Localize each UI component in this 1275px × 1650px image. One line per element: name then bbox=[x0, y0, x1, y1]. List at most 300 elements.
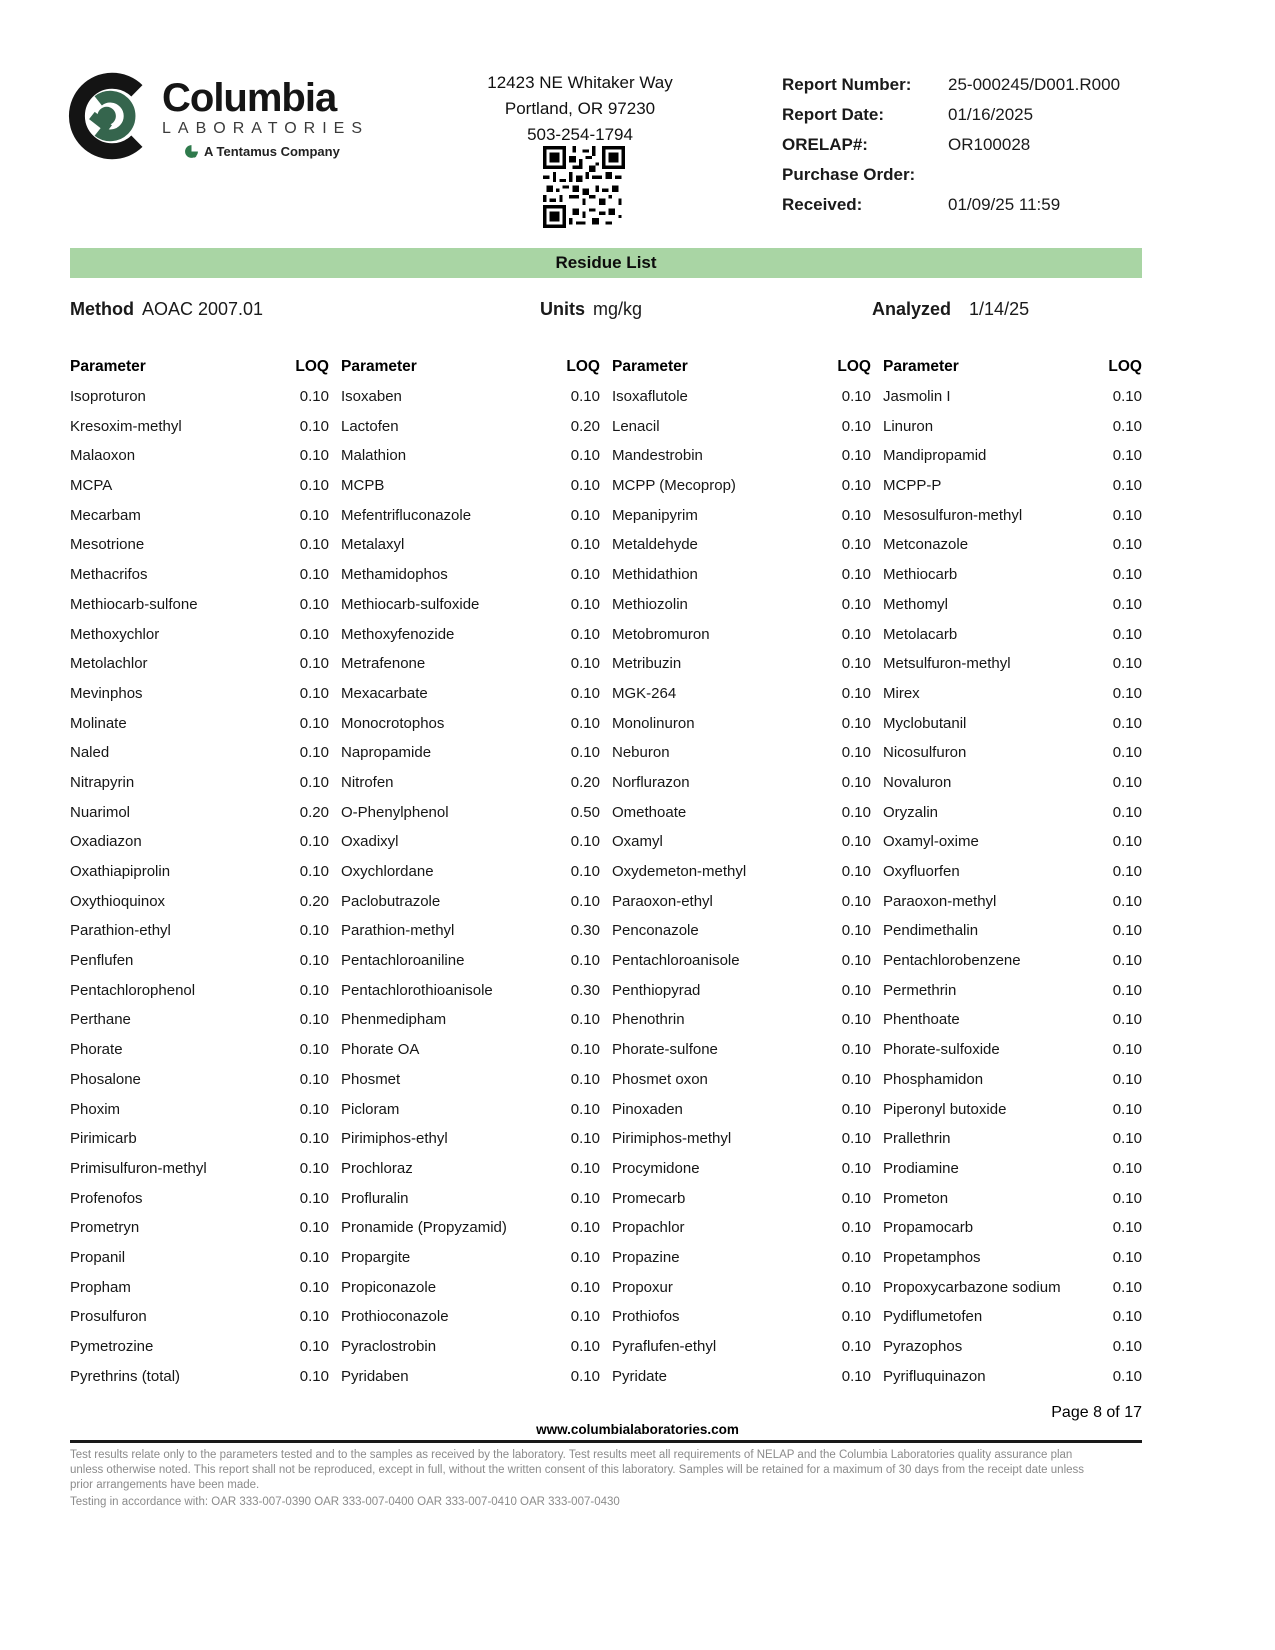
parameter-cell: Penflufen bbox=[70, 952, 134, 970]
loq-cell: 0.10 bbox=[1112, 981, 1142, 999]
parameter-cell: Phosalone bbox=[70, 1070, 141, 1088]
parameter-cell: Pentachlorothioanisole bbox=[341, 981, 493, 999]
analyzed-field bbox=[872, 299, 1029, 320]
loq-cell: 0.20 bbox=[299, 803, 329, 821]
loq-cell: 0.10 bbox=[1112, 417, 1142, 435]
loq-cell: 0.10 bbox=[570, 595, 600, 613]
parameter-cell: Pyraclostrobin bbox=[341, 1338, 437, 1356]
loq-cell: 0.10 bbox=[1112, 1278, 1142, 1296]
loq-cell: 0.10 bbox=[1112, 1041, 1142, 1059]
parameter-cell: Nicosulfuron bbox=[883, 744, 967, 762]
parameter-cell: Metobromuron bbox=[612, 625, 710, 643]
parameter-cell: Pyrifluquinazon bbox=[883, 1367, 986, 1385]
loq-cell: 0.10 bbox=[570, 1338, 600, 1356]
loq-cell: 0.10 bbox=[299, 1338, 329, 1356]
parameter-cell: Metaldehyde bbox=[612, 536, 698, 554]
columbia-logo-icon bbox=[68, 72, 152, 160]
parameter-cell: Propanil bbox=[70, 1248, 126, 1266]
parameter-cell: Kresoxim-methyl bbox=[70, 417, 182, 435]
parameter-cell: Paclobutrazole bbox=[341, 892, 441, 910]
loq-cell: 0.10 bbox=[570, 536, 600, 554]
loq-cell: 0.10 bbox=[1112, 1248, 1142, 1266]
parameter-cell: Phoxim bbox=[70, 1100, 121, 1118]
loq-header: LOQ bbox=[566, 357, 600, 375]
loq-cell: 0.10 bbox=[299, 566, 329, 584]
loq-cell: 0.10 bbox=[841, 1248, 871, 1266]
loq-cell: 0.10 bbox=[570, 655, 600, 673]
loq-cell: 0.10 bbox=[1112, 833, 1142, 851]
tagline-text: A Tentamus Company bbox=[204, 144, 340, 159]
parameter-cell: Norflurazon bbox=[612, 773, 690, 791]
parameter-cell: Pymetrozine bbox=[70, 1338, 154, 1356]
loq-cell: 0.10 bbox=[841, 536, 871, 554]
parameter-cell: Pirimiphos-methyl bbox=[612, 1130, 732, 1148]
loq-cell: 0.10 bbox=[841, 566, 871, 584]
parameter-cell: Malathion bbox=[341, 447, 407, 465]
loq-cell: 0.10 bbox=[570, 744, 600, 762]
loq-cell: 0.10 bbox=[1112, 744, 1142, 762]
parameter-cell: MCPP-P bbox=[883, 477, 942, 495]
loq-header: LOQ bbox=[295, 357, 329, 375]
parameter-cell: Metalaxyl bbox=[341, 536, 405, 554]
parameter-cell: Phosmet oxon bbox=[612, 1070, 708, 1088]
loq-cell: 0.10 bbox=[570, 892, 600, 910]
loq-cell: 0.10 bbox=[841, 655, 871, 673]
loq-cell: 0.30 bbox=[570, 922, 600, 940]
loq-cell: 0.10 bbox=[841, 1130, 871, 1148]
method-value: AOAC 2007.01 bbox=[141, 299, 264, 319]
parameter-cell: Phosphamidon bbox=[883, 1070, 984, 1088]
report-date-value: 01/16/2025 bbox=[948, 105, 1034, 124]
loq-cell: 0.10 bbox=[841, 833, 871, 851]
loq-cell: 0.10 bbox=[570, 1278, 600, 1296]
parameter-cell: Pinoxaden bbox=[612, 1100, 683, 1118]
loq-cell: 0.10 bbox=[570, 1308, 600, 1326]
parameter-cell: Mandestrobin bbox=[612, 447, 703, 465]
parameter-cell: Metolacarb bbox=[883, 625, 958, 643]
loq-cell: 0.10 bbox=[841, 1308, 871, 1326]
parameter-cell: Phorate-sulfoxide bbox=[883, 1041, 1000, 1059]
loq-header: LOQ bbox=[1108, 357, 1142, 375]
loq-cell: 0.10 bbox=[1112, 1130, 1142, 1148]
loq-cell: 0.10 bbox=[841, 922, 871, 940]
parameter-header: Parameter bbox=[341, 357, 417, 375]
parameter-cell: Pentachlorophenol bbox=[70, 981, 196, 999]
parameter-cell: Phenothrin bbox=[612, 1011, 685, 1029]
loq-cell: 0.10 bbox=[1112, 388, 1142, 406]
parameter-cell: Propargite bbox=[341, 1248, 411, 1266]
parameter-cell: Methoxyfenozide bbox=[341, 625, 455, 643]
parameter-cell: Mefentrifluconazole bbox=[341, 506, 472, 524]
parameter-cell: Oxamyl-oxime bbox=[883, 833, 979, 851]
parameter-cell: Mecarbam bbox=[70, 506, 141, 524]
loq-cell: 0.10 bbox=[1112, 477, 1142, 495]
loq-cell: 0.10 bbox=[299, 1100, 329, 1118]
parameter-cell: Naled bbox=[70, 744, 110, 762]
parameter-cell: Phosmet bbox=[341, 1070, 401, 1088]
parameter-cell: Propoxur bbox=[612, 1278, 673, 1296]
parameter-cell: Oxamyl bbox=[612, 833, 663, 851]
parameter-cell: Jasmolin I bbox=[883, 388, 951, 406]
parameter-cell: Methacrifos bbox=[70, 566, 148, 584]
loq-cell: 0.10 bbox=[299, 625, 329, 643]
parameter-cell: Pyridaben bbox=[341, 1367, 409, 1385]
loq-cell: 0.30 bbox=[570, 981, 600, 999]
parameter-cell: Neburon bbox=[612, 744, 670, 762]
loq-cell: 0.10 bbox=[299, 536, 329, 554]
parameter-cell: Phorate-sulfone bbox=[612, 1041, 718, 1059]
parameter-cell: Omethoate bbox=[612, 803, 687, 821]
parameter-cell: Propoxycarbazone sodium bbox=[883, 1278, 1061, 1296]
parameter-cell: Methiocarb-sulfoxide bbox=[341, 595, 480, 613]
parameter-cell: Propazine bbox=[612, 1248, 680, 1266]
parameter-cell: Metconazole bbox=[883, 536, 969, 554]
parameter-cell: Oxyfluorfen bbox=[883, 863, 960, 881]
received-value: 01/09/25 11:59 bbox=[948, 195, 1061, 214]
parameter-cell: Procymidone bbox=[612, 1159, 700, 1177]
parameter-cell: Monocrotophos bbox=[341, 714, 445, 732]
parameter-cell: Prometon bbox=[883, 1189, 949, 1207]
loq-header: LOQ bbox=[837, 357, 871, 375]
method-label: Method bbox=[70, 299, 134, 319]
parameter-cell: Pentachlorobenzene bbox=[883, 952, 1021, 970]
parameter-cell: Pentachloroaniline bbox=[341, 952, 465, 970]
parameter-cell: Myclobutanil bbox=[883, 714, 967, 732]
units-value: mg/kg bbox=[593, 299, 643, 319]
loq-cell: 0.10 bbox=[570, 388, 600, 406]
loq-cell: 0.10 bbox=[299, 1367, 329, 1385]
parameter-cell: Methiocarb-sulfone bbox=[70, 595, 198, 613]
loq-cell: 0.10 bbox=[570, 1219, 600, 1237]
loq-cell: 0.10 bbox=[570, 1100, 600, 1118]
residue-table bbox=[70, 352, 1142, 1391]
loq-cell: 0.10 bbox=[841, 892, 871, 910]
loq-cell: 0.10 bbox=[841, 1159, 871, 1177]
parameter-cell: Pronamide (Propyzamid) bbox=[341, 1219, 507, 1237]
loq-cell: 0.10 bbox=[841, 388, 871, 406]
loq-cell: 0.10 bbox=[299, 417, 329, 435]
parameter-cell: Pendimethalin bbox=[883, 922, 979, 940]
loq-cell: 0.10 bbox=[841, 1041, 871, 1059]
loq-cell: 0.10 bbox=[570, 863, 600, 881]
loq-cell: 0.10 bbox=[1112, 1011, 1142, 1029]
loq-cell: 0.10 bbox=[841, 1278, 871, 1296]
parameter-cell: Monolinuron bbox=[612, 714, 695, 732]
company-logo bbox=[68, 72, 369, 160]
loq-cell: 0.10 bbox=[299, 1041, 329, 1059]
loq-cell: 0.10 bbox=[841, 1189, 871, 1207]
loq-cell: 0.10 bbox=[1112, 714, 1142, 732]
loq-cell: 0.10 bbox=[570, 1248, 600, 1266]
parameter-cell: Mepanipyrim bbox=[612, 506, 698, 524]
disclaimer-line: prior arrangements have been made. bbox=[70, 1478, 260, 1491]
parameter-cell: Primisulfuron-methyl bbox=[70, 1159, 207, 1177]
loq-cell: 0.10 bbox=[570, 833, 600, 851]
website-link: www.columbialaboratories.com bbox=[536, 1422, 739, 1437]
loq-cell: 0.10 bbox=[299, 1130, 329, 1148]
loq-cell: 0.10 bbox=[299, 595, 329, 613]
parameter-cell: Parathion-ethyl bbox=[70, 922, 171, 940]
parameter-cell: Prosulfuron bbox=[70, 1308, 147, 1326]
parameter-cell: Isoxaben bbox=[341, 388, 402, 406]
report-info-row bbox=[782, 190, 1172, 220]
loq-cell: 0.10 bbox=[1112, 566, 1142, 584]
address-line-1: 12423 NE Whitaker Way bbox=[487, 73, 673, 92]
parameter-cell: Methidathion bbox=[612, 566, 698, 584]
loq-cell: 0.10 bbox=[299, 655, 329, 673]
loq-cell: 0.20 bbox=[299, 892, 329, 910]
parameter-cell: Prallethrin bbox=[883, 1130, 951, 1148]
parameter-cell: Paraoxon-ethyl bbox=[612, 892, 713, 910]
parameter-cell: MCPB bbox=[341, 477, 385, 495]
loq-cell: 0.10 bbox=[1112, 595, 1142, 613]
loq-cell: 0.10 bbox=[1112, 952, 1142, 970]
footer-divider bbox=[70, 1440, 1142, 1443]
parameter-cell: Methoxychlor bbox=[70, 625, 160, 643]
parameter-cell: Penthiopyrad bbox=[612, 981, 701, 999]
parameter-cell: Propham bbox=[70, 1278, 131, 1296]
parameter-cell: Paraoxon-methyl bbox=[883, 892, 997, 910]
loq-cell: 0.10 bbox=[841, 1011, 871, 1029]
loq-cell: 0.10 bbox=[1112, 1100, 1142, 1118]
parameter-cell: O-Phenylphenol bbox=[341, 803, 449, 821]
loq-cell: 0.10 bbox=[841, 477, 871, 495]
loq-cell: 0.10 bbox=[1112, 1367, 1142, 1385]
loq-cell: 0.10 bbox=[299, 1219, 329, 1237]
parameter-header: Parameter bbox=[70, 357, 146, 375]
loq-cell: 0.10 bbox=[570, 506, 600, 524]
parameter-header: Parameter bbox=[612, 357, 688, 375]
qr-code bbox=[543, 146, 625, 228]
loq-cell: 0.10 bbox=[299, 1011, 329, 1029]
loq-cell: 0.20 bbox=[570, 773, 600, 791]
loq-cell: 0.10 bbox=[299, 684, 329, 702]
logo-name: Columbia bbox=[162, 76, 337, 120]
units-label: Units bbox=[540, 299, 585, 319]
parameter-cell: Pirimiphos-ethyl bbox=[341, 1130, 448, 1148]
loq-cell: 0.10 bbox=[1112, 625, 1142, 643]
loq-cell: 0.50 bbox=[570, 803, 600, 821]
disclaimer-text bbox=[70, 1448, 1150, 1492]
loq-cell: 0.10 bbox=[570, 1130, 600, 1148]
loq-cell: 0.10 bbox=[1112, 506, 1142, 524]
parameter-cell: Mesotrione bbox=[70, 536, 145, 554]
parameter-cell: Oxathiapiprolin bbox=[70, 863, 171, 881]
parameter-cell: Lactofen bbox=[341, 417, 399, 435]
parameter-cell: Oxythioquinox bbox=[70, 892, 166, 910]
loq-cell: 0.10 bbox=[841, 981, 871, 999]
report-number-value: 25-000245/D001.R000 bbox=[948, 75, 1121, 94]
parameter-cell: Mexacarbate bbox=[341, 684, 428, 702]
report-info-row bbox=[782, 70, 1172, 100]
parameter-cell: Methomyl bbox=[883, 595, 949, 613]
loq-cell: 0.10 bbox=[841, 773, 871, 791]
loq-cell: 0.10 bbox=[841, 595, 871, 613]
method-field bbox=[70, 299, 263, 320]
parameter-cell: Permethrin bbox=[883, 981, 957, 999]
parameter-cell: Molinate bbox=[70, 714, 127, 732]
parameter-cell: Pydiflumetofen bbox=[883, 1308, 983, 1326]
parameter-cell: Mandipropamid bbox=[883, 447, 987, 465]
parameter-cell: Piperonyl butoxide bbox=[883, 1100, 1007, 1118]
parameter-cell: Propachlor bbox=[612, 1219, 685, 1237]
parameter-cell: Oxadiazon bbox=[70, 833, 142, 851]
loq-cell: 0.10 bbox=[299, 388, 329, 406]
loq-cell: 0.10 bbox=[570, 1189, 600, 1207]
loq-cell: 0.10 bbox=[299, 1070, 329, 1088]
loq-cell: 0.10 bbox=[299, 714, 329, 732]
loq-cell: 0.10 bbox=[1112, 1308, 1142, 1326]
parameter-cell: MCPA bbox=[70, 477, 113, 495]
parameter-cell: Oxadixyl bbox=[341, 833, 399, 851]
loq-cell: 0.10 bbox=[570, 1070, 600, 1088]
loq-cell: 0.10 bbox=[570, 684, 600, 702]
accordance-text: Testing in accordance with: OAR 333-007-0390 OAR 333-007-0400 OAR 333-007-0410 OAR 333-007-0430 bbox=[70, 1496, 620, 1508]
disclaimer-line: Test results relate only to the parameters tested and to the samples as received by the laboratory. Test results meet all requirements of NELAP and the Columbia Laboratories quality assurance plan bbox=[70, 1449, 1073, 1461]
parameter-cell: Phorate bbox=[70, 1041, 123, 1059]
orelap-label: ORELAP#: bbox=[782, 135, 868, 154]
parameter-cell: Metrafenone bbox=[341, 655, 426, 673]
loq-cell: 0.10 bbox=[1112, 892, 1142, 910]
loq-cell: 0.10 bbox=[841, 1100, 871, 1118]
loq-cell: 0.10 bbox=[1112, 1159, 1142, 1177]
parameter-cell: Mesosulfuron-methyl bbox=[883, 506, 1023, 524]
parameter-cell: Nitrapyrin bbox=[70, 773, 135, 791]
parameter-cell: Oxychlordane bbox=[341, 863, 434, 881]
parameter-cell: Profluralin bbox=[341, 1189, 409, 1207]
parameter-cell: Picloram bbox=[341, 1100, 400, 1118]
parameter-cell: Metolachlor bbox=[70, 655, 148, 673]
loq-cell: 0.10 bbox=[841, 417, 871, 435]
report-info-row bbox=[782, 130, 1172, 160]
loq-cell: 0.20 bbox=[570, 417, 600, 435]
section-title: Residue List bbox=[555, 253, 657, 272]
loq-cell: 0.10 bbox=[1112, 773, 1142, 791]
loq-cell: 0.10 bbox=[1112, 922, 1142, 940]
residue-banner bbox=[70, 248, 1142, 278]
loq-cell: 0.10 bbox=[1112, 803, 1142, 821]
loq-cell: 0.10 bbox=[841, 1338, 871, 1356]
units-field bbox=[540, 299, 642, 320]
address-line-2: Portland, OR 97230 bbox=[504, 99, 656, 118]
parameter-cell: Perthane bbox=[70, 1011, 131, 1029]
parameter-cell: Nitrofen bbox=[341, 773, 394, 791]
parameter-cell: Linuron bbox=[883, 417, 934, 435]
loq-cell: 0.10 bbox=[1112, 1338, 1142, 1356]
address-line-3: 503-254-1794 bbox=[527, 125, 633, 144]
parameter-cell: Prochloraz bbox=[341, 1159, 413, 1177]
parameter-cell: Methamidophos bbox=[341, 566, 448, 584]
analyzed-value: 1/14/25 bbox=[969, 299, 1030, 319]
loq-cell: 0.10 bbox=[299, 981, 329, 999]
loq-cell: 0.10 bbox=[841, 714, 871, 732]
loq-cell: 0.10 bbox=[570, 952, 600, 970]
report-info-row bbox=[782, 100, 1172, 130]
loq-cell: 0.10 bbox=[299, 477, 329, 495]
report-info-row bbox=[782, 160, 1172, 190]
loq-cell: 0.10 bbox=[299, 744, 329, 762]
loq-cell: 0.10 bbox=[841, 625, 871, 643]
parameter-cell: Pyridate bbox=[612, 1367, 668, 1385]
loq-cell: 0.10 bbox=[841, 1367, 871, 1385]
loq-cell: 0.10 bbox=[299, 506, 329, 524]
report-date-label: Report Date: bbox=[782, 105, 885, 124]
loq-cell: 0.10 bbox=[299, 833, 329, 851]
loq-cell: 0.10 bbox=[299, 1248, 329, 1266]
parameter-cell: Prodiamine bbox=[883, 1159, 959, 1177]
loq-cell: 0.10 bbox=[841, 1070, 871, 1088]
report-info bbox=[782, 70, 1172, 220]
parameter-cell: Mirex bbox=[883, 684, 920, 702]
tentamus-leaf-icon bbox=[184, 144, 199, 159]
parameter-cell: Pentachloroanisole bbox=[612, 952, 740, 970]
parameter-cell: Malaoxon bbox=[70, 447, 136, 465]
loq-cell: 0.10 bbox=[841, 803, 871, 821]
analyzed-label: Analyzed bbox=[872, 299, 952, 319]
loq-cell: 0.10 bbox=[1112, 1189, 1142, 1207]
parameter-cell: Pirimicarb bbox=[70, 1130, 137, 1148]
loq-cell: 0.10 bbox=[299, 447, 329, 465]
loq-cell: 0.10 bbox=[570, 566, 600, 584]
disclaimer-line: unless otherwise noted. This report shall not be reproduced, except in full, without the written consent of this laboratory. Samples will be retained for a maximum of 30 days from the receipt date unless bbox=[70, 1463, 1085, 1476]
loq-cell: 0.10 bbox=[1112, 1219, 1142, 1237]
logo-tagline bbox=[184, 144, 369, 159]
parameter-cell: Profenofos bbox=[70, 1189, 143, 1207]
parameter-cell: Lenacil bbox=[612, 417, 660, 435]
loq-cell: 0.10 bbox=[1112, 536, 1142, 554]
parameter-cell: Propetamphos bbox=[883, 1248, 981, 1266]
parameter-cell: Metsulfuron-methyl bbox=[883, 655, 1011, 673]
parameter-cell: Methiocarb bbox=[883, 566, 958, 584]
loq-cell: 0.10 bbox=[570, 625, 600, 643]
received-label: Received: bbox=[782, 195, 863, 214]
loq-cell: 0.10 bbox=[570, 447, 600, 465]
parameter-header: Parameter bbox=[883, 357, 959, 375]
parameter-cell: MCPP (Mecoprop) bbox=[612, 477, 736, 495]
parameter-cell: Propiconazole bbox=[341, 1278, 437, 1296]
page-number: Page 8 of 17 bbox=[1051, 1404, 1142, 1421]
lab-address bbox=[440, 70, 720, 148]
parameter-cell: Propamocarb bbox=[883, 1219, 974, 1237]
loq-cell: 0.10 bbox=[1112, 447, 1142, 465]
loq-cell: 0.10 bbox=[1112, 863, 1142, 881]
method-row bbox=[0, 299, 1275, 323]
loq-cell: 0.10 bbox=[299, 922, 329, 940]
loq-cell: 0.10 bbox=[570, 1041, 600, 1059]
loq-cell: 0.10 bbox=[841, 447, 871, 465]
parameter-cell: Oxydemeton-methyl bbox=[612, 863, 747, 881]
parameter-cell: Prothioconazole bbox=[341, 1308, 449, 1326]
parameter-cell: Novaluron bbox=[883, 773, 952, 791]
report-number-label: Report Number: bbox=[782, 75, 912, 94]
parameter-cell: Oryzalin bbox=[883, 803, 939, 821]
parameter-cell: Isoproturon bbox=[70, 388, 146, 406]
loq-cell: 0.10 bbox=[299, 1278, 329, 1296]
parameter-cell: Isoxaflutole bbox=[612, 388, 688, 406]
parameter-cell: Napropamide bbox=[341, 744, 432, 762]
parameter-cell: Phenthoate bbox=[883, 1011, 960, 1029]
loq-cell: 0.10 bbox=[841, 1219, 871, 1237]
parameter-cell: MGK-264 bbox=[612, 684, 677, 702]
loq-cell: 0.10 bbox=[299, 1159, 329, 1177]
loq-cell: 0.10 bbox=[841, 863, 871, 881]
parameter-cell: Prometryn bbox=[70, 1219, 140, 1237]
loq-cell: 0.10 bbox=[1112, 655, 1142, 673]
loq-cell: 0.10 bbox=[570, 1011, 600, 1029]
parameter-cell: Pyrazophos bbox=[883, 1338, 963, 1356]
parameter-cell: Methiozolin bbox=[612, 595, 688, 613]
parameter-cell: Pyraflufen-ethyl bbox=[612, 1338, 717, 1356]
